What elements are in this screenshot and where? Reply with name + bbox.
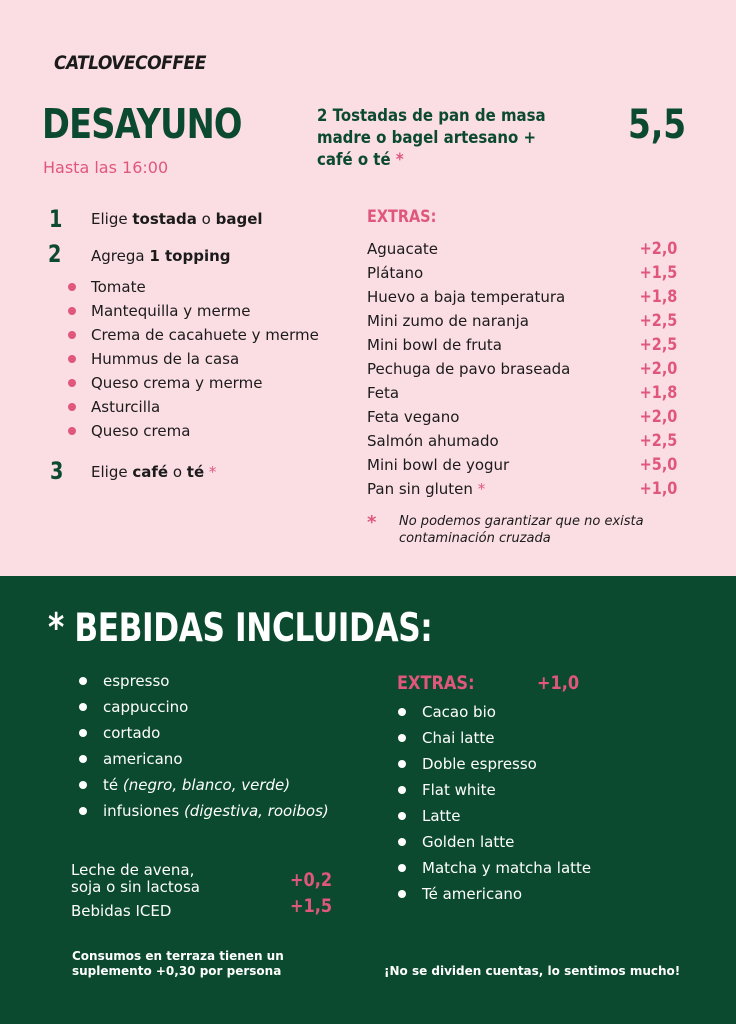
drinks-title: * BEBIDAS INCLUIDAS: xyxy=(48,606,433,651)
drink-name: espresso xyxy=(103,672,170,690)
offer-asterisk: * xyxy=(395,150,404,170)
list-item xyxy=(68,323,319,347)
extra-name: Aguacate xyxy=(367,240,439,258)
extra-drink-name: Doble espresso xyxy=(422,755,537,773)
offer-text: 2 Tostadas de pan de masa madre o bagel artesano + café o té xyxy=(317,106,546,170)
step-1-bold-1: tostada xyxy=(132,210,197,228)
extra-name: Mini bowl de fruta xyxy=(367,336,502,354)
bullet-icon xyxy=(398,890,406,898)
list-item xyxy=(68,395,319,419)
included-drinks-list xyxy=(79,668,329,824)
list-item xyxy=(398,777,591,803)
step-3-bold-2: té xyxy=(186,463,205,481)
extra-drink-name: Latte xyxy=(422,807,461,825)
step-3-asterisk: * xyxy=(208,463,217,481)
step-number-1: 1 xyxy=(49,205,63,233)
step-1-pre: Elige xyxy=(91,210,133,228)
offer-description xyxy=(317,105,555,171)
breakfast-extras-title: EXTRAS: xyxy=(367,207,437,227)
bullet-icon xyxy=(398,864,406,872)
bullet-icon xyxy=(398,760,406,768)
list-item xyxy=(79,694,329,720)
extra-drink-name: Chai latte xyxy=(422,729,495,747)
bullet-icon xyxy=(68,427,76,435)
bullet-icon xyxy=(68,283,76,291)
extra-drink-name: Cacao bio xyxy=(422,703,496,721)
bullet-icon xyxy=(398,734,406,742)
bullet-icon xyxy=(68,379,76,387)
list-item xyxy=(398,829,591,855)
drink-detail: (digestiva, rooibos) xyxy=(183,802,329,820)
drink-name: té xyxy=(103,776,123,794)
list-item xyxy=(79,798,329,824)
brand-logo: CATLOVECOFFEE xyxy=(54,52,206,74)
extra-price: +1,8 xyxy=(639,287,677,307)
extra-name: Plátano xyxy=(367,264,424,282)
extra-drinks-list xyxy=(398,699,591,907)
list-item xyxy=(68,419,319,443)
bullet-icon xyxy=(398,786,406,794)
list-item xyxy=(367,237,677,261)
topping-label: Queso crema y merme xyxy=(91,374,263,392)
offer-price: 5,5 xyxy=(628,102,687,148)
bullet-icon xyxy=(68,355,76,363)
terrace-line-2: suplemento +0,30 por persona xyxy=(72,964,282,978)
extra-price: +1,5 xyxy=(639,263,677,283)
list-item xyxy=(367,381,677,405)
extra-price: +2,0 xyxy=(639,239,677,259)
extra-name-text: Pan sin gluten xyxy=(367,480,473,498)
step-3-text xyxy=(91,463,216,481)
bullet-icon xyxy=(68,331,76,339)
extra-name: Mini zumo de naranja xyxy=(367,312,529,330)
breakfast-title: DESAYUNO xyxy=(42,100,242,148)
step-3-mid: o xyxy=(168,463,187,481)
list-item xyxy=(367,477,677,501)
extra-price: +2,5 xyxy=(639,311,677,331)
drink-name: cortado xyxy=(103,724,161,742)
bullet-icon xyxy=(398,812,406,820)
iced-price: +1,5 xyxy=(290,895,333,917)
list-item xyxy=(79,772,329,798)
bullet-icon xyxy=(68,403,76,411)
step-number-3: 3 xyxy=(50,457,64,485)
bullet-icon xyxy=(79,807,87,815)
extra-price: +2,5 xyxy=(639,335,677,355)
topping-label: Hummus de la casa xyxy=(91,350,240,368)
drink-name: infusiones xyxy=(103,802,184,820)
step-2-bold-1: 1 topping xyxy=(149,247,231,265)
terrace-line-1: Consumos en terraza tienen un xyxy=(72,949,284,963)
extra-price: +5,0 xyxy=(639,455,677,475)
extra-name: Feta vegano xyxy=(367,408,460,426)
topping-list xyxy=(68,275,319,443)
list-item xyxy=(367,309,677,333)
topping-label: Mantequilla y merme xyxy=(91,302,251,320)
extra-name: Feta xyxy=(367,384,400,402)
list-item xyxy=(79,668,329,694)
breakfast-hours: Hasta las 16:00 xyxy=(43,158,169,177)
list-item xyxy=(79,720,329,746)
list-item xyxy=(367,429,677,453)
extra-name: Mini bowl de yogur xyxy=(367,456,510,474)
extra-drink-name: Golden latte xyxy=(422,833,515,851)
list-item xyxy=(68,299,319,323)
step-number-2: 2 xyxy=(48,240,62,268)
list-item xyxy=(68,371,319,395)
list-item xyxy=(79,746,329,772)
list-item xyxy=(367,405,677,429)
bullet-icon xyxy=(68,307,76,315)
milk-line-1: Leche de avena, xyxy=(71,861,195,879)
extra-price: +2,0 xyxy=(639,359,677,379)
topping-label: Queso crema xyxy=(91,422,191,440)
list-item xyxy=(398,699,591,725)
extra-drink-name: Té americano xyxy=(422,885,523,903)
list-item xyxy=(398,751,591,777)
milk-line-2: soja o sin lactosa xyxy=(71,878,200,896)
list-item xyxy=(367,453,677,477)
topping-label: Crema de cacahuete y merme xyxy=(91,326,319,344)
step-1-mid: o xyxy=(196,210,216,228)
drink-name: americano xyxy=(103,750,183,768)
bullet-icon xyxy=(79,755,87,763)
list-item xyxy=(68,275,319,299)
step-3-bold-1: café xyxy=(132,463,169,481)
extra-name xyxy=(367,480,485,498)
step-2-pre: Agrega xyxy=(91,247,150,265)
bullet-icon xyxy=(79,781,87,789)
extra-asterisk: * xyxy=(477,480,486,498)
extra-price: +1,8 xyxy=(639,383,677,403)
extra-name: Salmón ahumado xyxy=(367,432,499,450)
topping-label: Tomate xyxy=(91,278,146,296)
breakfast-extras-list xyxy=(367,237,677,501)
list-item xyxy=(398,725,591,751)
cross-contamination-note: No podemos garantizar que no exista contaminación cruzada xyxy=(399,514,644,546)
list-item xyxy=(68,347,319,371)
bullet-icon xyxy=(398,708,406,716)
no-split-note: ¡No se dividen cuentas, lo sentimos mucho! xyxy=(384,964,681,978)
list-item xyxy=(398,803,591,829)
milk-price: +0,2 xyxy=(290,869,333,891)
drinks-extras-price: +1,0 xyxy=(537,672,580,694)
extra-name: Huevo a baja temperatura xyxy=(367,288,566,306)
iced-label: Bebidas ICED xyxy=(71,902,172,920)
list-item xyxy=(367,357,677,381)
drink-detail: (negro, blanco, verde) xyxy=(122,776,291,794)
step-2-text xyxy=(91,247,231,265)
extra-drink-name: Flat white xyxy=(422,781,496,799)
list-item xyxy=(398,881,591,907)
bullet-icon xyxy=(398,838,406,846)
milk-option-label xyxy=(71,862,200,896)
drinks-extras-title: EXTRAS: xyxy=(397,672,475,694)
drink-name: cappuccino xyxy=(103,698,189,716)
bullet-icon xyxy=(79,677,87,685)
extra-price: +1,0 xyxy=(639,479,677,499)
note-asterisk: * xyxy=(367,512,377,533)
bullet-icon xyxy=(79,703,87,711)
step-1-text xyxy=(91,210,263,228)
extra-price: +2,0 xyxy=(639,407,677,427)
extra-price: +2,5 xyxy=(639,431,677,451)
list-item xyxy=(398,855,591,881)
list-item xyxy=(367,333,677,357)
list-item xyxy=(367,261,677,285)
step-1-bold-2: bagel xyxy=(215,210,263,228)
list-item xyxy=(367,285,677,309)
extra-drink-name: Matcha y matcha latte xyxy=(422,859,592,877)
step-3-pre: Elige xyxy=(91,463,133,481)
extra-name: Pechuga de pavo braseada xyxy=(367,360,571,378)
topping-label: Asturcilla xyxy=(91,398,161,416)
terrace-note xyxy=(72,949,284,979)
bullet-icon xyxy=(79,729,87,737)
